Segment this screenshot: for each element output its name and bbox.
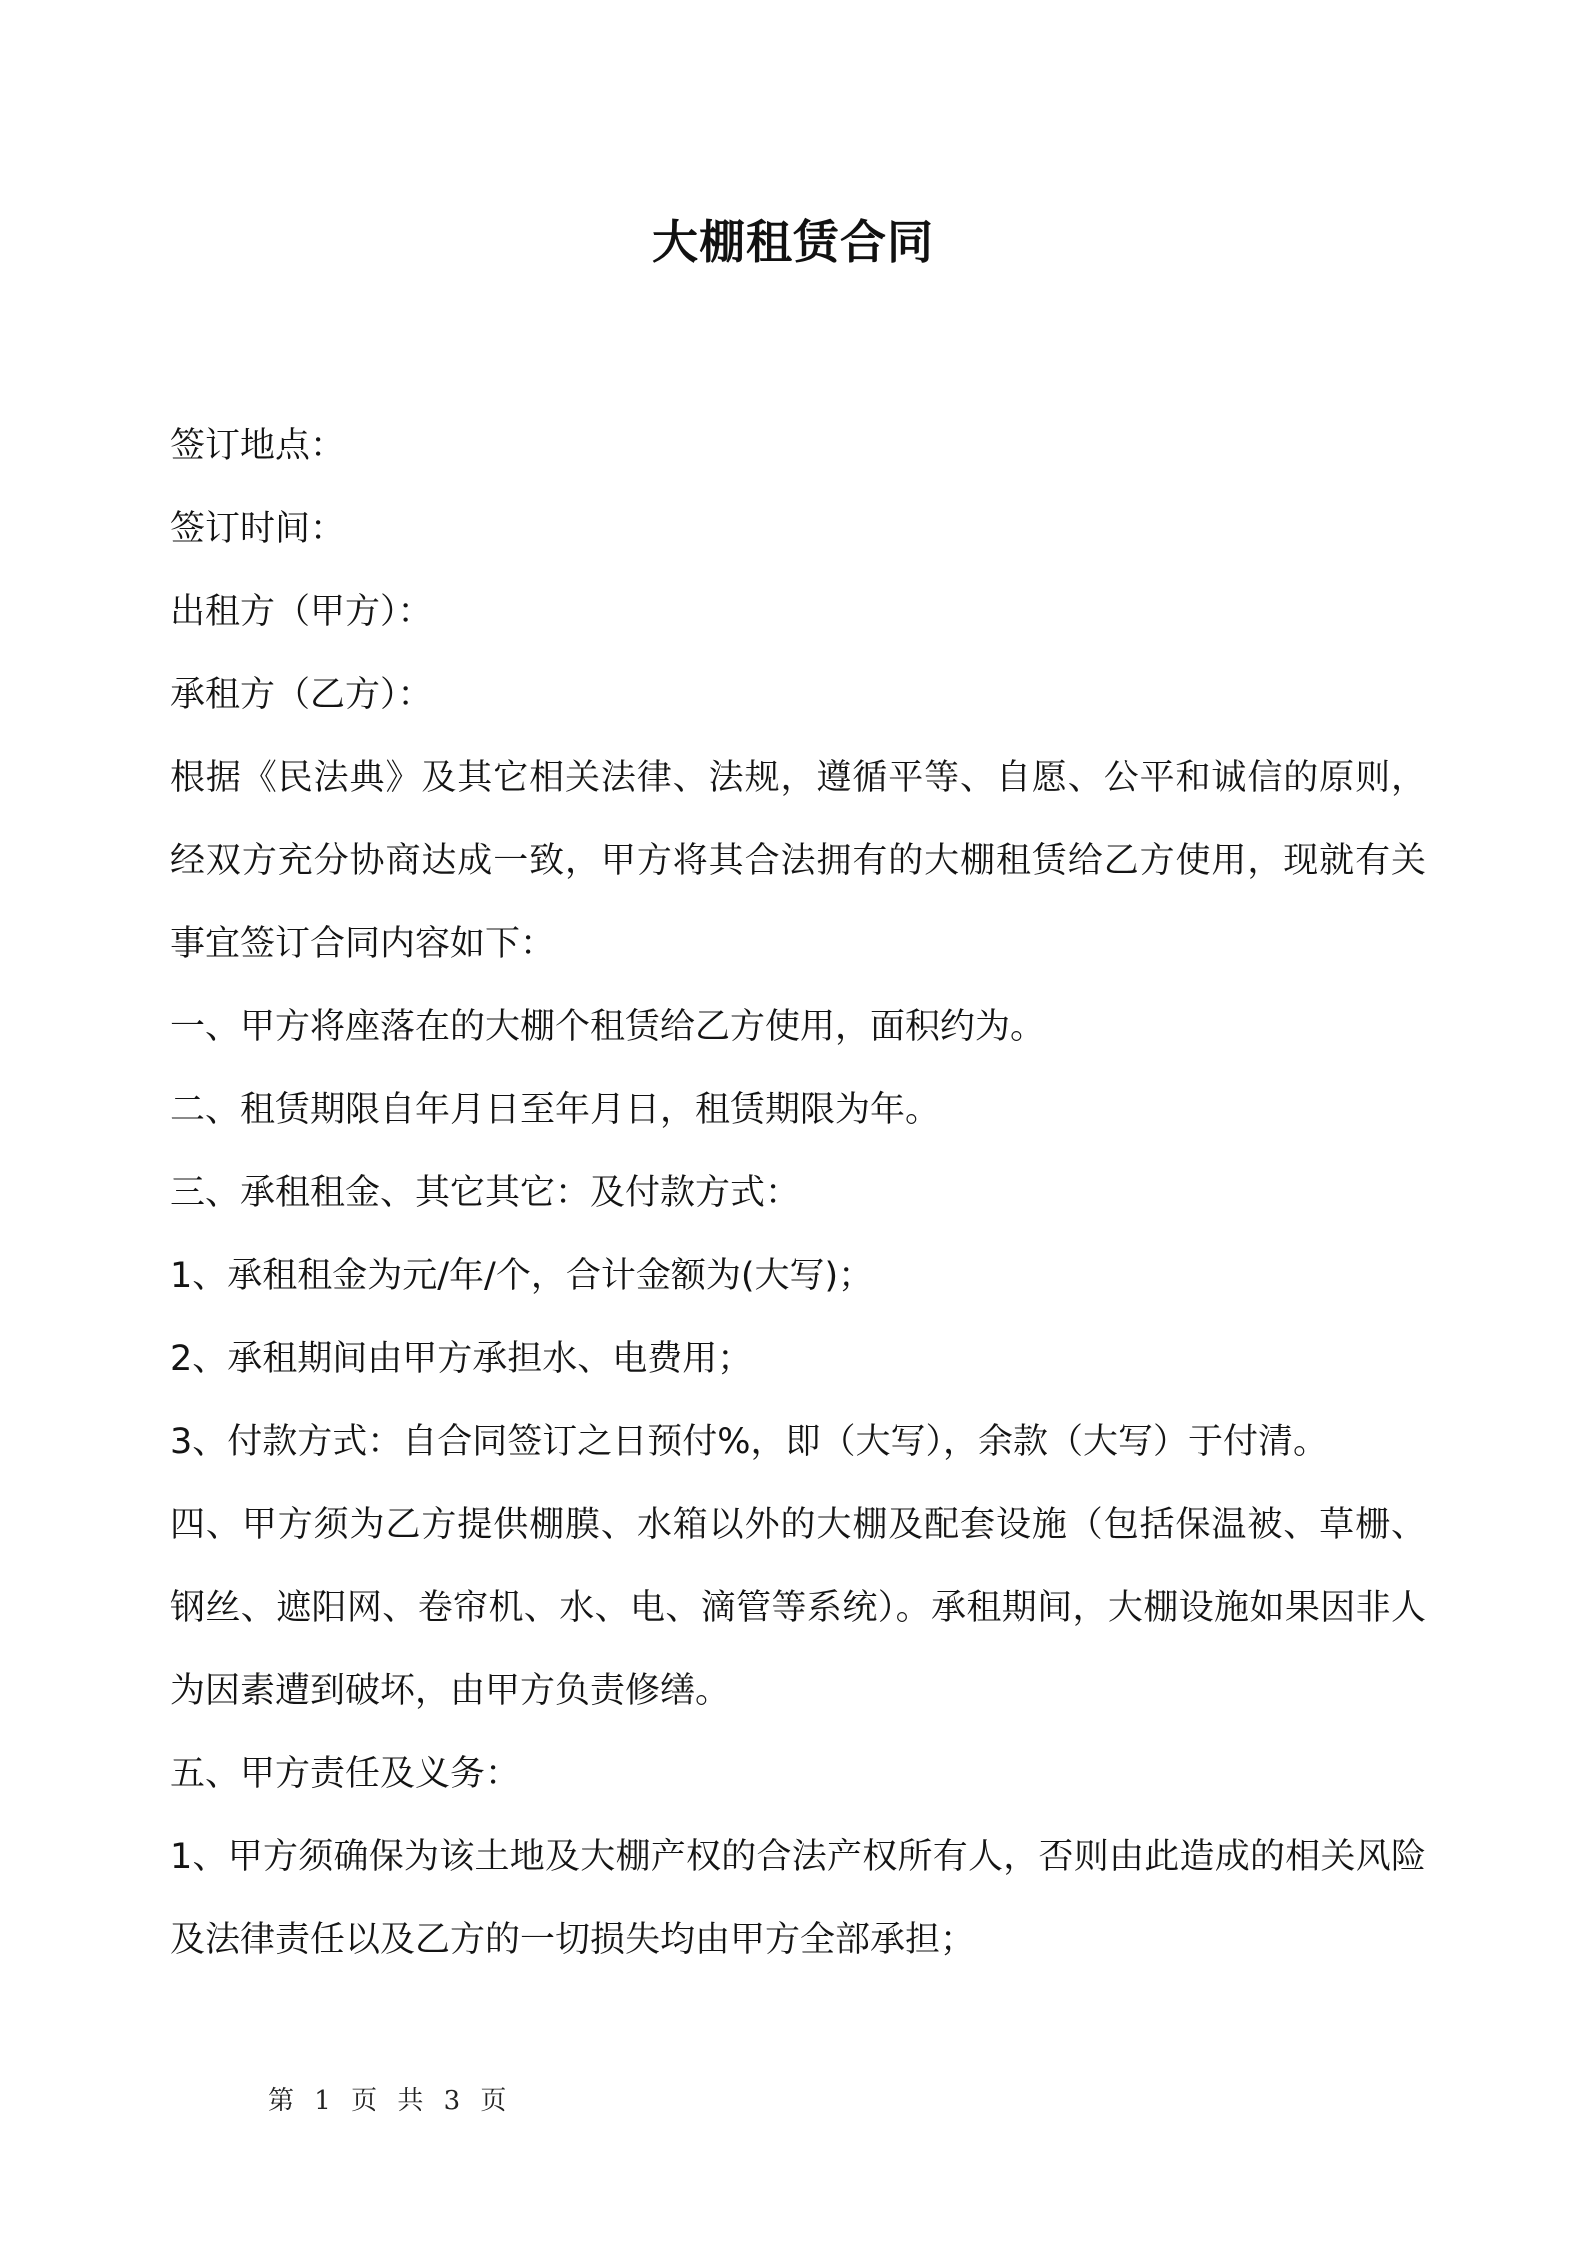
clause-2: 二、租赁期限自年月日至年月日，租赁期限为年。 [170,1090,941,1130]
page-number-footer: 第 1 页 共 3 页 [268,2086,513,2116]
document-body [170,405,1426,1982]
document-title: 大棚租赁合同 [652,215,934,269]
clause-5: 五、甲方责任及义务： [170,1754,521,1794]
signing-place-field: 签订地点： [170,426,346,466]
clause-3-item-2: 2、承租期间由甲方承担水、电费用； [170,1339,753,1379]
clause-4: 四、甲方须为乙方提供棚膜、水箱以外的大棚及配套设施（包括保温被、草栅、钢丝、遮阳网、卷帘机、水、电、滴管等系统）。承租期间，大棚设施如果因非人为因素遭到破坏，由甲方负责修缮。 [170,1505,1426,1711]
preamble-paragraph: 根据《民法典》及其它相关法律、法规，遵循平等、自愿、公平和诚信的原则，经双方充分协商达成一致，甲方将其合法拥有的大棚租赁给乙方使用，现就有关事宜签订合同内容如下： [170,758,1426,964]
clause-3-item-1: 1、承租租金为元/年/个，合计金额为(大写)； [170,1256,874,1296]
clause-3: 三、承租租金、其它其它：及付款方式： [170,1173,801,1213]
signing-time-field: 签订时间： [170,509,346,549]
lessor-field: 出租方（甲方）： [170,592,433,632]
lessee-field: 承租方（乙方）： [170,675,433,715]
clause-3-item-3: 3、付款方式：自合同签订之日预付%，即（大写），余款（大写）于付清。 [170,1422,1329,1462]
clause-1: 一、甲方将座落在的大棚个租赁给乙方使用，面积约为。 [170,1007,1046,1047]
clause-5-item-1: 1、甲方须确保为该土地及大棚产权的合法产权所有人，否则由此造成的相关风险及法律责任以及乙方的一切损失均由甲方全部承担； [170,1837,1426,1960]
